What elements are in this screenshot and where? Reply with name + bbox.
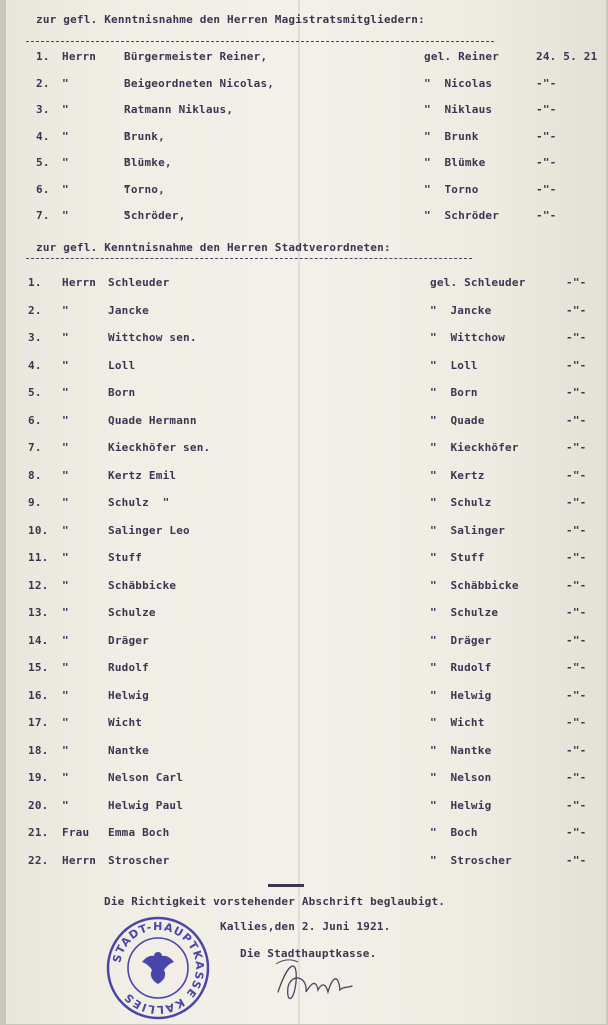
row-salutation: Frau (62, 826, 90, 839)
row-initialled: " Stuff (430, 551, 485, 564)
row-initialled: " Loll (430, 358, 478, 372)
row-name: Rudolf (108, 661, 149, 674)
handwritten-signature (268, 942, 358, 1012)
row-salutation: " (62, 551, 69, 564)
row-number: 9. (28, 496, 42, 509)
row-salutation: " (62, 743, 69, 757)
row-initialled: " Kertz (430, 468, 485, 482)
row-date: -"- (536, 129, 557, 143)
row-initialled: " Wicht (430, 716, 485, 729)
row-salutation: " " (62, 209, 131, 222)
stamp-text: STADT-HAUPTKASSE KALLIES (110, 919, 207, 1017)
place-date: Kallies,den 2. Juni 1921. (220, 920, 391, 933)
row-salutation: " (62, 606, 69, 619)
row-date: -"- (536, 182, 557, 196)
row-salutation: " (62, 661, 69, 674)
row-salutation: " (62, 103, 69, 116)
row-date: -"- (566, 606, 587, 619)
footer-mark (268, 884, 304, 887)
row-salutation: Herrn (62, 853, 97, 867)
row-date: -"- (566, 551, 587, 564)
row-date: -"- (566, 578, 587, 592)
row-salutation: " (62, 688, 69, 702)
row-date: -"- (566, 633, 587, 647)
row-number: 18. (28, 743, 49, 757)
row-initialled: " Schröder (424, 209, 500, 222)
row-name: Schulz " (108, 496, 170, 509)
row-number: 11. (28, 551, 49, 564)
row-date: -"- (566, 303, 587, 317)
row-name: Loll (108, 358, 136, 372)
row-salutation: " " (62, 182, 131, 196)
row-number: 5. (36, 156, 50, 169)
row-name: Helwig Paul (108, 798, 184, 812)
row-salutation: " (62, 578, 69, 592)
row-salutation: Herrn (62, 276, 97, 289)
row-name: Kertz Emil (108, 468, 177, 482)
row-initialled: " Schulze (430, 606, 499, 619)
section2-underline (26, 258, 472, 259)
city-cashier-stamp (104, 914, 212, 1022)
row-initialled: " Nicolas (424, 76, 493, 90)
row-date: -"- (566, 798, 587, 812)
row-date: -"- (536, 103, 557, 116)
row-name: Stroscher (108, 853, 170, 867)
row-number: 22. (28, 853, 49, 867)
row-name: Wicht (108, 716, 143, 729)
row-initialled: " Schulz (430, 496, 492, 509)
row-number: 1. (36, 50, 50, 63)
row-number: 15. (28, 661, 49, 674)
section1-heading: zur gefl. Kenntnisnahme den Herren Magistratsmitgliedern: (36, 13, 425, 26)
row-date: -"- (566, 771, 587, 784)
row-date: -"- (566, 743, 587, 757)
row-number: 4. (36, 129, 50, 143)
row-date: -"- (566, 276, 587, 289)
row-initialled: " Niklaus (424, 103, 493, 116)
row-salutation: " (62, 468, 69, 482)
row-name: Torno, (124, 182, 165, 196)
row-initialled: gel. Reiner (424, 50, 500, 63)
row-number: 2. (28, 303, 42, 317)
row-number: 19. (28, 771, 49, 784)
row-name: Schulze (108, 606, 156, 619)
row-name: Schröder, (124, 209, 186, 222)
row-initialled: " Jancke (430, 303, 492, 317)
row-name: Emma Boch (108, 826, 170, 839)
row-name: Nantke (108, 743, 149, 757)
row-number: 8. (28, 468, 42, 482)
row-initialled: " Salinger (430, 523, 506, 537)
row-name: Beigeordneten Nicolas, (124, 76, 275, 90)
row-initialled: " Wittchow (430, 331, 506, 344)
row-name: Quade Hermann (108, 413, 197, 427)
row-name: Schleuder (108, 276, 170, 289)
row-initialled: " Blümke (424, 156, 486, 169)
row-initialled: gel. Schleuder (430, 276, 526, 289)
row-salutation: " (62, 496, 69, 509)
row-number: 1. (28, 276, 42, 289)
row-number: 17. (28, 716, 49, 729)
row-number: 2. (36, 76, 50, 90)
certification-text: Die Richtigkeit vorstehender Abschrift beglaubigt. (104, 895, 446, 908)
row-salutation: " (62, 358, 69, 372)
row-salutation: " " (62, 156, 131, 169)
row-initialled: " Torno (424, 182, 479, 196)
row-number: 10. (28, 523, 49, 537)
paper-fold (298, 0, 300, 1024)
row-name: Dräger (108, 633, 149, 647)
row-date: -"- (566, 496, 587, 509)
row-initialled: " Helwig (430, 688, 492, 702)
row-date: 24. 5. 21 (536, 50, 598, 63)
row-salutation: " (62, 633, 69, 647)
row-number: 13. (28, 606, 49, 619)
row-salutation: " (62, 771, 69, 784)
row-initialled: " Nelson (430, 771, 492, 784)
row-initialled: " Stroscher (430, 853, 512, 867)
row-name: Ratmann Niklaus, (124, 103, 234, 116)
row-date: -"- (566, 688, 587, 702)
row-initialled: " Dräger (430, 633, 492, 647)
row-number: 3. (36, 103, 50, 116)
row-name: Helwig (108, 688, 149, 702)
row-salutation: " " (62, 129, 131, 143)
row-salutation: " (62, 413, 69, 427)
row-initialled: " Nantke (430, 743, 492, 757)
row-number: 6. (36, 182, 50, 196)
section2-heading: zur gefl. Kenntnisnahme den Herren Stadtverordneten: (36, 241, 391, 254)
row-salutation: " (62, 716, 69, 729)
row-number: 20. (28, 798, 49, 812)
row-salutation: " (62, 523, 69, 537)
row-salutation: " (62, 76, 69, 90)
row-date: -"- (566, 441, 587, 454)
row-date: -"- (566, 523, 587, 537)
row-name: Stuff (108, 551, 143, 564)
row-date: -"- (566, 826, 587, 839)
section1-underline (26, 41, 494, 42)
row-initialled: " Rudolf (430, 661, 492, 674)
row-initialled: " Brunk (424, 129, 479, 143)
row-date: -"- (566, 331, 587, 344)
row-number: 7. (36, 209, 50, 222)
row-number: 6. (28, 413, 42, 427)
row-name: Kieckhöfer sen. (108, 441, 211, 454)
row-name: Wittchow sen. (108, 331, 197, 344)
row-initialled: " Quade (430, 413, 485, 427)
row-number: 12. (28, 578, 49, 592)
row-salutation: " (62, 331, 69, 344)
row-date: -"- (566, 716, 587, 729)
row-initialled: " Kieckhöfer (430, 441, 519, 454)
row-number: 7. (28, 441, 42, 454)
row-salutation: " (62, 303, 69, 317)
row-name: Bürgermeister Reiner, (124, 50, 268, 63)
row-number: 4. (28, 358, 42, 372)
row-name: Nelson Carl (108, 771, 184, 784)
row-number: 3. (28, 331, 42, 344)
row-number: 5. (28, 386, 42, 399)
row-salutation: " (62, 386, 69, 399)
row-name: Born (108, 386, 136, 399)
document-page (6, 0, 606, 1024)
row-initialled: " Helwig (430, 798, 492, 812)
row-date: -"- (566, 358, 587, 372)
row-date: -"- (536, 76, 557, 90)
row-number: 21. (28, 826, 49, 839)
office-name: Die Stadthauptkasse. (240, 947, 377, 960)
row-initialled: " Born (430, 386, 478, 399)
row-number: 16. (28, 688, 49, 702)
row-date: -"- (566, 468, 587, 482)
row-number: 14. (28, 633, 49, 647)
row-name: Schäbbicke (108, 578, 177, 592)
row-date: -"- (566, 853, 587, 867)
row-date: -"- (536, 209, 557, 222)
row-date: -"- (566, 413, 587, 427)
row-date: -"- (566, 661, 587, 674)
row-initialled: " Schäbbicke (430, 578, 519, 592)
row-name: Salinger Leo (108, 523, 190, 537)
row-name: Jancke (108, 303, 149, 317)
row-salutation: " (62, 798, 69, 812)
row-salutation: " (62, 441, 69, 454)
row-name: Brunk, (124, 129, 165, 143)
row-date: -"- (566, 386, 587, 399)
row-salutation: Herrn (62, 50, 97, 63)
row-name: Blümke, (124, 156, 172, 169)
row-date: -"- (536, 156, 557, 169)
row-initialled: " Boch (430, 826, 478, 839)
